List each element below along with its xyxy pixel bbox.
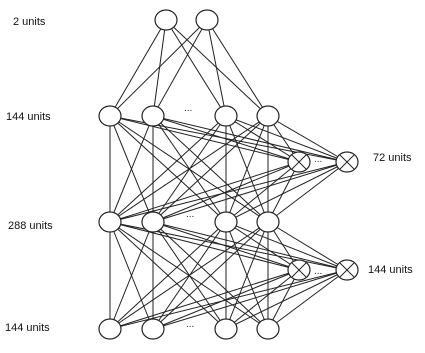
label-input-layer: 144 units [5, 322, 50, 334]
label-output-layer: 2 units [13, 16, 46, 28]
node-hidden1-1 [99, 106, 121, 126]
node-input-2 [142, 319, 164, 339]
node-hidden2-2 [142, 212, 164, 232]
node-input-4 [257, 319, 279, 339]
ellipsis-hidden-layer-2: ... [186, 209, 195, 220]
node-aux2-1 [288, 260, 310, 280]
node-hidden2-4 [257, 212, 279, 232]
node-aux1-1 [288, 152, 310, 172]
edge-output-hidden1 [153, 20, 166, 116]
node-aux1-2 [336, 152, 358, 172]
node-hidden2-1 [99, 212, 121, 232]
edge-aux1-hidden2 [268, 162, 347, 222]
ellipsis-aux-layer-1: ... [314, 154, 323, 165]
edge-hidden2-aux2 [226, 222, 347, 270]
node-input-3 [215, 319, 237, 339]
edge-output-hidden1 [110, 20, 207, 116]
label-hidden-layer-2: 288 units [8, 220, 53, 232]
node-hidden1-2 [142, 106, 164, 126]
edge-output-hidden1 [153, 20, 207, 116]
label-aux-layer-2: 144 units [368, 264, 413, 276]
node-aux2-2 [336, 260, 358, 280]
node-hidden1-3 [215, 106, 237, 126]
label-aux-layer-1: 72 units [373, 152, 412, 164]
node-output-1 [155, 10, 177, 30]
edge-hidden1-aux1 [226, 116, 347, 162]
edge-aux2-input [153, 270, 347, 329]
label-hidden-layer-1: 144 units [6, 111, 51, 123]
edge-aux2-input [226, 270, 347, 329]
node-output-2 [196, 10, 218, 30]
edge-aux2-input [268, 270, 347, 329]
edge-aux1-hidden2 [153, 162, 347, 222]
connections [110, 20, 347, 329]
edge-output-hidden1 [110, 20, 166, 116]
edge-aux1-hidden2 [226, 162, 347, 222]
neurons [99, 10, 358, 339]
node-input-1 [99, 319, 121, 339]
node-hidden2-3 [215, 212, 237, 232]
ellipsis-hidden-layer-1: ... [184, 103, 193, 114]
node-hidden1-4 [257, 106, 279, 126]
ellipsis-input-layer: ... [186, 319, 195, 330]
ellipsis-aux-layer-2: ... [314, 266, 323, 277]
